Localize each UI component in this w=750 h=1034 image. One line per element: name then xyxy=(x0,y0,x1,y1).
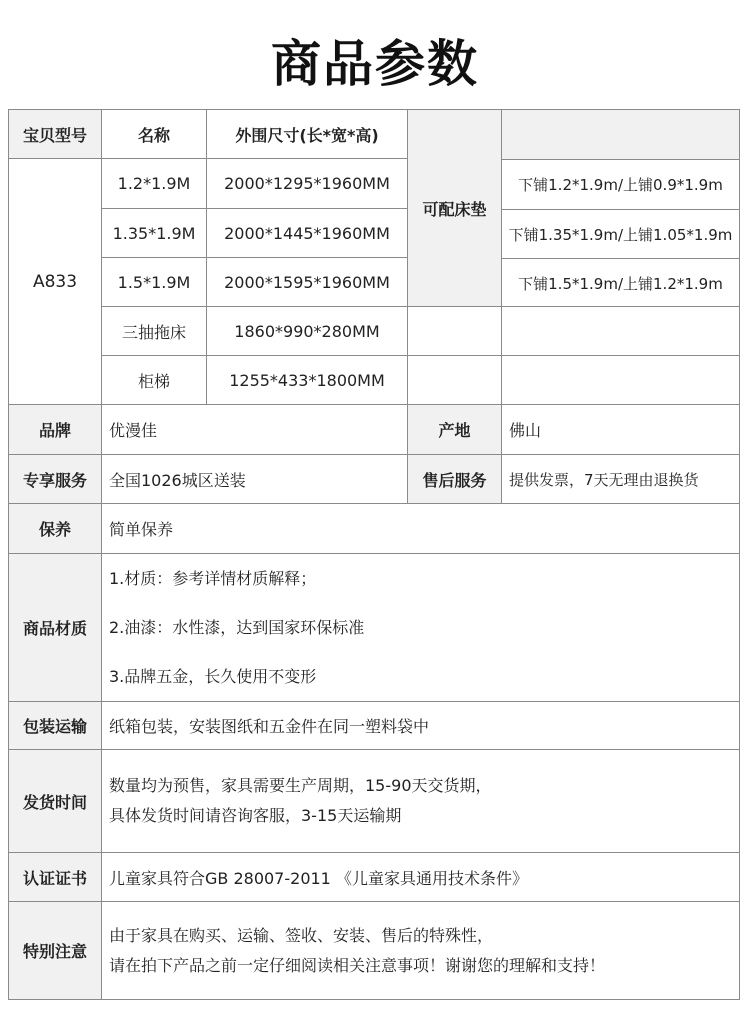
delivery-row xyxy=(9,750,740,853)
header-name: 名称 xyxy=(102,110,207,159)
delivery-line: 数量均为预售，家具需要生产周期，15-90天交货期， xyxy=(109,776,492,795)
delivery-line: 具体发货时间请咨询客服，3-15天运输期 xyxy=(109,806,402,825)
notice-value xyxy=(102,902,740,1000)
after-sale-label: 售后服务 xyxy=(408,455,502,504)
delivery-value xyxy=(102,750,740,853)
care-label: 保养 xyxy=(9,504,102,554)
material-label: 商品材质 xyxy=(9,554,102,702)
mattress-value-4 xyxy=(502,307,740,356)
spec-name: 1.5*1.9M xyxy=(102,258,207,307)
notice-line: 由于家具在购买、运输、签收、安装、售后的特殊性， xyxy=(109,925,494,945)
packaging-label: 包装运输 xyxy=(9,702,102,750)
material-line: 2.油漆：水性漆，达到国家环保标准 xyxy=(109,618,365,637)
material-row xyxy=(9,554,740,702)
mattress-value-1: 下铺1.2*1.9m/上铺0.9*1.9m xyxy=(502,160,739,210)
certification-row xyxy=(9,853,740,902)
header-mattress: 可配床垫 xyxy=(408,110,502,306)
model-value: A833 xyxy=(9,159,102,405)
mattress-values xyxy=(502,159,739,307)
product-parameters-table xyxy=(8,109,740,1000)
notice-line: 请在拍下产品之前一定仔细阅读相关注意事项！谢谢您的理解和支持！ xyxy=(109,955,606,975)
origin-value: 佛山 xyxy=(502,405,740,455)
delivery-label: 发货时间 xyxy=(9,750,102,853)
certification-label: 认证证书 xyxy=(9,853,102,902)
notice-label: 特别注意 xyxy=(9,902,102,1000)
mattress-block xyxy=(408,110,740,307)
spec-name: 柜梯 xyxy=(102,356,207,405)
packaging-value: 纸箱包装，安装图纸和五金件在同一塑料袋中 xyxy=(102,702,740,750)
service-value: 全国1026城区送装 xyxy=(102,455,408,504)
empty-cell xyxy=(408,307,502,356)
header-size: 外围尺寸(长*宽*高) xyxy=(207,110,408,159)
packaging-row xyxy=(9,702,740,750)
header-model: 宝贝型号 xyxy=(9,110,102,159)
spec-row xyxy=(9,307,740,356)
brand-row xyxy=(9,405,740,455)
spec-header-row xyxy=(9,110,740,159)
spec-size: 1860*990*280MM xyxy=(207,307,408,356)
spec-row xyxy=(9,356,740,405)
material-line: 3.品牌五金，长久使用不变形 xyxy=(109,667,317,686)
mattress-value-3: 下铺1.5*1.9m/上铺1.2*1.9m xyxy=(518,275,723,293)
empty-cell xyxy=(408,356,502,405)
spec-size: 2000*1445*1960MM xyxy=(207,209,408,258)
brand-label: 品牌 xyxy=(9,405,102,455)
service-label: 专享服务 xyxy=(9,455,102,504)
material-value xyxy=(102,554,740,702)
spec-name: 三抽拖床 xyxy=(102,307,207,356)
spec-size: 2000*1295*1960MM xyxy=(207,159,408,209)
spec-name: 1.35*1.9M xyxy=(102,209,207,258)
spec-size: 1255*433*1800MM xyxy=(207,356,408,405)
spec-name: 1.2*1.9M xyxy=(102,159,207,209)
mattress-value-2: 下铺1.35*1.9m/上铺1.05*1.9m xyxy=(502,210,739,259)
notice-row xyxy=(9,902,740,1000)
brand-value: 优漫佳 xyxy=(102,405,408,455)
mattress-value-5 xyxy=(502,356,740,405)
after-sale-value: 提供发票，7天无理由退换货 xyxy=(502,455,740,504)
certification-value: 儿童家具符合GB 28007-2011 《儿童家具通用技术条件》 xyxy=(102,853,740,902)
origin-label: 产地 xyxy=(408,405,502,455)
service-row xyxy=(9,455,740,504)
spec-size: 2000*1595*1960MM xyxy=(207,258,408,307)
care-value: 简单保养 xyxy=(102,504,740,554)
care-row xyxy=(9,504,740,554)
material-line: 1.材质：参考详情材质解释； xyxy=(109,569,317,588)
page-title: 商品参数 xyxy=(271,35,479,93)
